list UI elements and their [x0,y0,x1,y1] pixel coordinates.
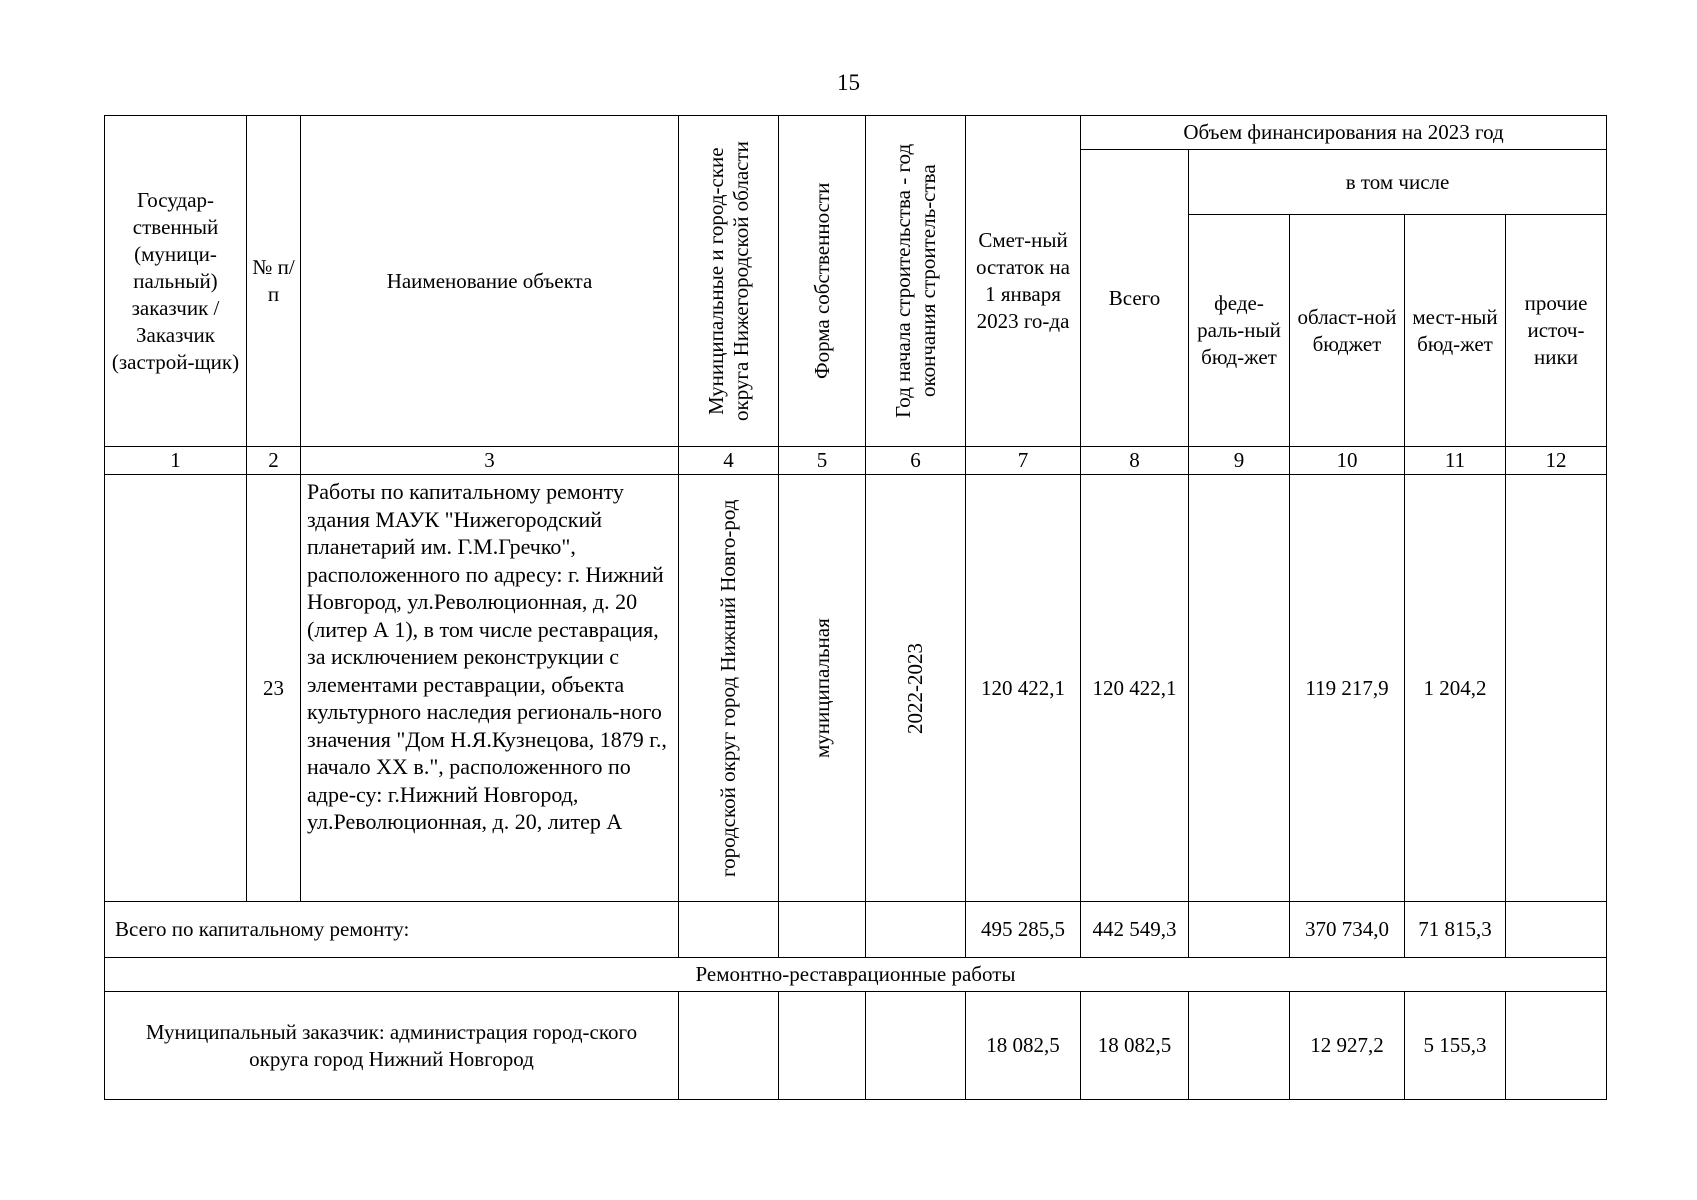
column-number: 8 [1081,447,1189,475]
header-years-text: Год начала строительства - год окончания строитель-ства [890,143,940,419]
municipal-row-regional: 12 927,2 [1290,992,1405,1100]
row-ownership-text: муниципальная [809,618,834,758]
column-numbers-row [105,447,1607,475]
header-object-name: Наименование объекта [301,116,679,447]
header-federal: феде-раль-ный бюд-жет [1189,215,1290,447]
row-years [866,475,966,902]
header-estimate-balance: Смет-ный остаток на 1 января 2023 го-да [966,116,1081,447]
row-object-name: Работы по капитальному ремонту здания МАУК "Нижегородский планетарий им. Г.М.Гречко", расположенного по адресу: г. Нижний Новгород, ул.Революционная, д. 20 (литер А 1), в том числе реставрация, за исключением реконструкции с элементами реставрации, объекта культурного наследия региональ-ного значения "Дом Н.Я.Кузнецова, 1879 г., начало XX в.", расположенного по адре-су: г.Нижний Новгород, ул.Революционная, д. 20, литер А [301,475,679,902]
section-title: Ремонтно-реставрационные работы [105,958,1607,992]
total-row-federal [1189,902,1290,958]
header-years [866,116,966,447]
row-municipality-text: городской округ город Нижний Новго-род [716,499,740,877]
column-number: 9 [1189,447,1290,475]
header-local: мест-ный бюд-жет [1405,215,1506,447]
total-row-estimate-balance: 495 285,5 [966,902,1081,958]
header-financing: Объем финансирования на 2023 год [1081,116,1607,150]
municipal-row-municipality [679,992,779,1100]
column-number: 3 [301,447,679,475]
section-row [105,958,1607,992]
column-number: 7 [966,447,1081,475]
row-estimate-balance: 120 422,1 [966,475,1081,902]
municipal-customer-row [105,992,1607,1100]
municipal-row-ownership [779,992,866,1100]
total-row-label: Всего по капитальному ремонту: [105,902,679,958]
column-number: 2 [247,447,301,475]
municipal-row-federal [1189,992,1290,1100]
row-local: 1 204,2 [1405,475,1506,902]
column-number: 10 [1290,447,1405,475]
header-row-top [105,116,1607,150]
header-including: в том числе [1189,150,1607,215]
column-number: 1 [105,447,247,475]
total-row-years [866,902,966,958]
header-customer: Государ-ственный (муници-пальный) заказчик / Заказчик (застрой-щик) [105,116,247,447]
column-number: 12 [1506,447,1607,475]
row-total: 120 422,1 [1081,475,1189,902]
page-number: 15 [837,70,860,95]
total-row-municipality [679,902,779,958]
total-row [105,902,1607,958]
header-ownership-text: Форма собственности [809,182,834,380]
row-municipality [679,475,779,902]
table-row [105,475,1607,902]
total-row-regional: 370 734,0 [1290,902,1405,958]
municipal-row-other [1506,992,1607,1100]
total-row-total: 442 549,3 [1081,902,1189,958]
row-customer [105,475,247,902]
column-number: 5 [779,447,866,475]
municipal-row-estimate-balance: 18 082,5 [966,992,1081,1100]
municipal-row-local: 5 155,3 [1405,992,1506,1100]
row-other [1506,475,1607,902]
total-row-local: 71 815,3 [1405,902,1506,958]
municipal-row-total: 18 082,5 [1081,992,1189,1100]
header-regional: област-ной бюджет [1290,215,1405,447]
header-num: № п/п [247,116,301,447]
row-num: 23 [247,475,301,902]
column-number: 11 [1405,447,1506,475]
row-regional: 119 217,9 [1290,475,1405,902]
header-municipality [679,116,779,447]
header-municipality-text: Муниципальные и город-ские округа Нижегородской области [703,141,753,421]
column-number: 6 [866,447,966,475]
row-federal [1189,475,1290,902]
row-years-text: 2022-2023 [903,642,927,734]
total-row-ownership [779,902,866,958]
header-total: Всего [1081,150,1189,447]
municipal-row-label: Муниципальный заказчик: администрация город-ского округа город Нижний Новгород [105,992,679,1100]
header-ownership [779,116,866,447]
header-other: прочие источ-ники [1506,215,1607,447]
financing-table [104,115,1607,1100]
total-row-other [1506,902,1607,958]
column-number: 4 [679,447,779,475]
municipal-row-years [866,992,966,1100]
row-ownership [779,475,866,902]
